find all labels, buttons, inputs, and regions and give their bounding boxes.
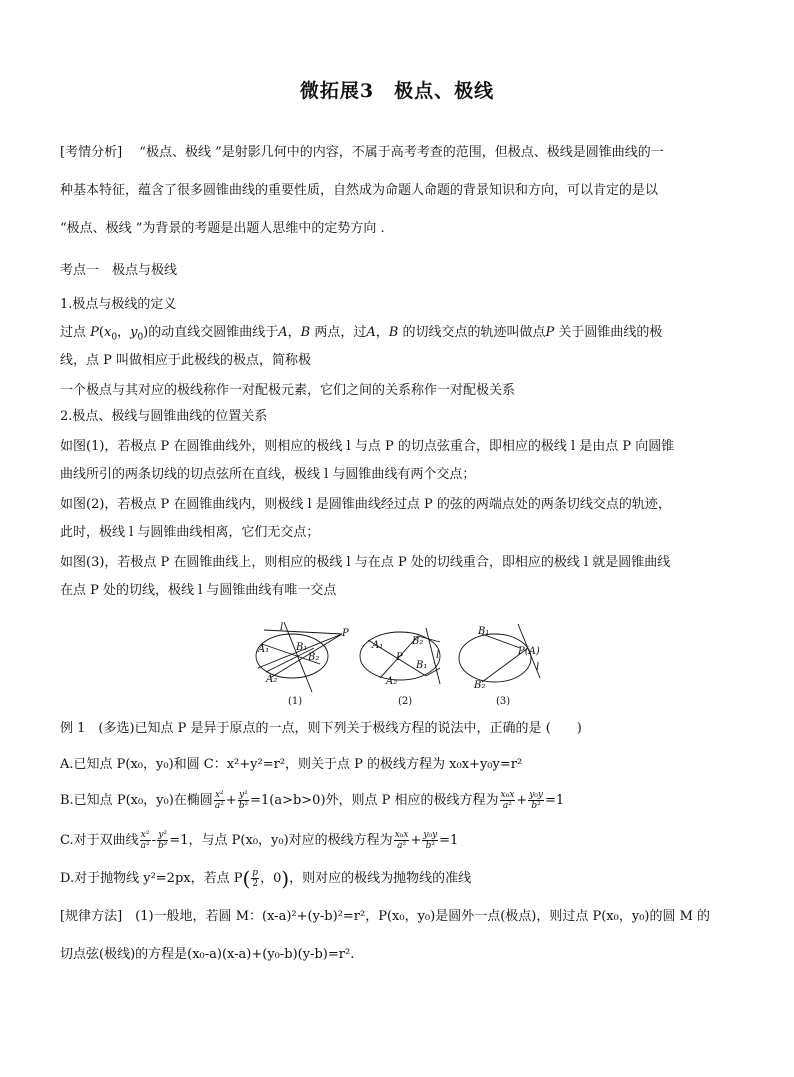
def-text: 过点 <box>60 325 87 340</box>
fig2-label: B₁ <box>416 660 428 671</box>
fig2-label: P <box>396 652 403 663</box>
fig-caption: (1) <box>288 696 303 707</box>
option-d-text: D.对于抛物线 y²=2px，若点 P <box>60 871 243 886</box>
case3-line-1: 如图(3)，若极点 P 在圆锥曲线上，则相应的极线 l 与在点 P 处的切线重合，即相应的极线 l 就是圆锥曲线 <box>60 555 671 570</box>
option-a: A.已知点 P(x₀，y₀)和圆 C：x²+y²=r²，则关于点 P 的极线方程为 x₀x+y₀y=r² <box>60 757 523 772</box>
fig3-label: B₂ <box>474 680 486 691</box>
analysis-tag: [考情分析] <box>60 145 123 160</box>
option-c-text: C.对于双曲线 <box>60 833 139 848</box>
def-text: 的切线交点的轨迹叫做点 <box>402 325 546 340</box>
def-text: 两点，过 <box>314 325 367 340</box>
position-heading: 2.极点、极线与圆锥曲线的位置关系 <box>60 409 268 424</box>
fig3-label: P(A) <box>518 646 540 657</box>
method-line-1: [规律方法] (1)一般地，若圆 M：(x-a)²+(y-b)²=r²，P(x₀，y₀)是圆外一点(极点)，则过点 P(x₀，y₀)的圆 M 的 <box>60 909 711 924</box>
fig2-label: A₂ <box>386 676 398 687</box>
definition-line-2: 线，点 P 叫做相应于此极线的极点，简称极 <box>60 353 312 368</box>
option-c-text: =1 <box>439 833 459 848</box>
fig1-label: A₁ <box>258 644 270 655</box>
definition-heading: 1.极点与极线的定义 <box>60 297 177 312</box>
fig2-label: B₂ <box>412 636 424 647</box>
fig1-line <box>264 630 342 634</box>
case1-line-1: 如图(1)，若极点 P 在圆锥曲线外，则相应的极线 l 与点 P 的切点弦重合，即相应的极线 l 是由点 P 向圆锥 <box>60 439 675 454</box>
fig2-label: l <box>436 650 440 661</box>
analysis-line-3: “极点、极线 ”为背景的考题是出题人思维中的定势方向 . <box>60 221 385 236</box>
fig1-line <box>270 634 342 678</box>
example-stem: 例 1 (多选)已知点 P 是异于原点的一点，则下列关于极线方程的说法中，正确的是 ( ) <box>60 721 582 736</box>
method-line-2: 切点弦(极线)的方程是(x₀-a)(x-a)+(y₀-b)(y-b)=r². <box>60 947 355 962</box>
fig-caption: (2) <box>398 696 413 707</box>
fig1-label: l <box>280 622 284 633</box>
option-b-text: =1(a>b>0)外，则点 P 相应的极线方程为 <box>250 793 499 808</box>
option-c-text: =1，与点 P(x₀，y₀)对应的极线方程为 <box>169 833 393 848</box>
polar-figures <box>250 622 560 708</box>
fig1-label: B₂ <box>308 652 320 663</box>
fig1-label: A₂ <box>266 674 278 685</box>
fig3-label: l <box>536 662 540 673</box>
option-d-text: ，则对应的极线为抛物线的准线 <box>289 871 472 886</box>
option-d: D.对于抛物线 y²=2px，若点 P( $\frac{p}{2}$ ，0)，则对应的极线为抛物线的准线 <box>60 866 472 891</box>
fig3-ellipse <box>459 634 531 682</box>
fig1-label: B₁ <box>296 642 308 653</box>
def-text: 的动直线交圆锥曲线于 <box>148 325 279 340</box>
option-b-text: B.已知点 P(x₀，y₀)在椭圆 <box>60 793 213 808</box>
fig1-label: P <box>342 628 349 639</box>
case3-line-2: 在点 P 处的切线，极线 l 与圆锥曲线有唯一交点 <box>60 583 337 598</box>
fig3-label: B₁ <box>478 626 490 637</box>
definition-line-1: 过点 $P(x_0$，$y_0$)的动直线交圆锥曲线于A，B 两点，过A，B 的切线交点的轨迹叫做点P 关于圆锥曲线的极 <box>60 325 663 343</box>
def-text: 关于圆锥曲线的极 <box>558 325 663 340</box>
analysis-line-2: 种基本特征，蕴含了很多圆锥曲线的重要性质，自然成为命题人命题的背景知识和方向，可以肯定的是以 <box>60 183 659 198</box>
option-b-text: =1 <box>545 793 565 808</box>
fig2-label: A₁ <box>372 640 384 651</box>
case1-line-2: 曲线所引的两条切线的切点弦所在直线，极线 l 与圆锥曲线有两个交点； <box>60 467 476 482</box>
case2-line-1: 如图(2)，若极点 P 在圆锥曲线内，则极线 l 是圆锥曲线经过点 P 的弦的两端点处的两条切线交点的轨迹， <box>60 497 671 512</box>
analysis-text-1: “极点、极线 ”是射影几何中的内容，不属于高考考查的范围，但极点、极线是圆锥曲线的一 <box>139 145 664 160</box>
case2-line-2: 此时，极线 l 与圆锥曲线相离，它们无交点； <box>60 525 320 540</box>
option-b: B.已知点 P(x₀，y₀)在椭圆 $\frac{\text{x²}}{\text{a²}}$ + $\frac{\text{y²}}{\text{b²}}$ =1(a>b>0)外，则点 P 相应的极线方程为 $\frac{\text{x₀x}}{\text{a²}}$ + $\frac{\text{y₀y}}{\text{b²}}$ =1 <box>60 790 565 811</box>
option-c: C.对于双曲线 $\frac{\text{x²}}{\text{a²}}$ - $\frac{\text{y²}}{\text{b²}}$ =1，与点 P(x₀，y₀)对应的极线方程为 $\frac{\text{x₀x}}{\text{a²}}$ + $\frac{\text{y₀y}}{\text{b²}}$ =1 <box>60 830 459 851</box>
page-title: 微拓展3 极点、极线 <box>299 80 495 102</box>
fig-caption: (3) <box>496 696 511 707</box>
definition-line-3: 一个极点与其对应的极线称作一对配极元素，它们之间的关系称作一对配极关系 <box>60 383 516 398</box>
section-heading: 考点一 极点与极线 <box>60 263 178 278</box>
analysis-line-1 <box>60 144 740 162</box>
